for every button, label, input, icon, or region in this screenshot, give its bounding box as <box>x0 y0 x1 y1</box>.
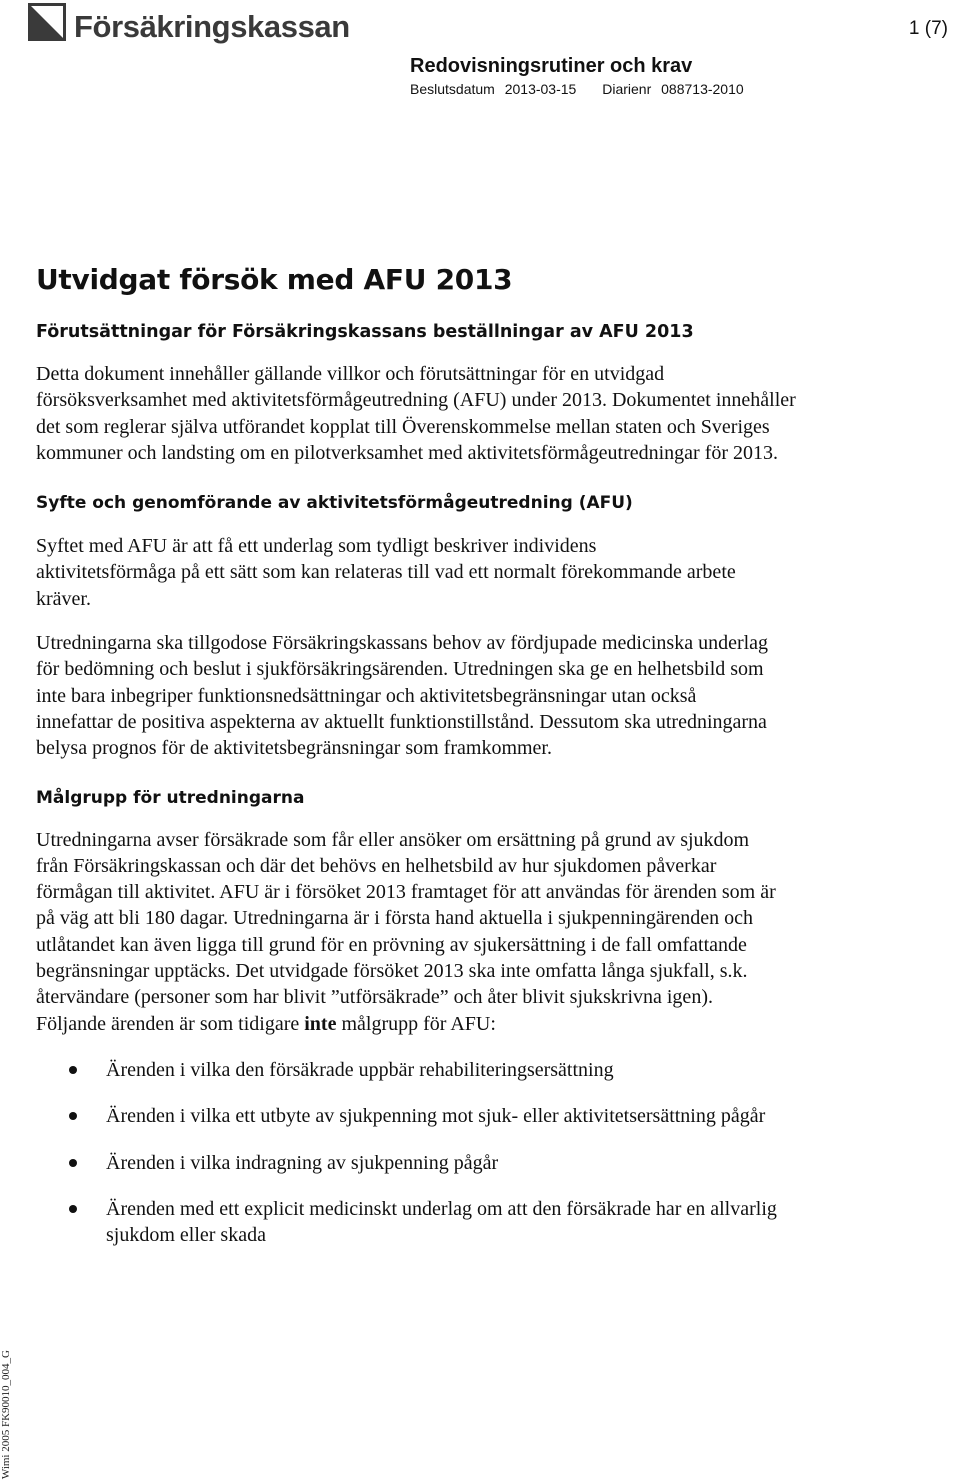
bullet-icon <box>69 1205 77 1213</box>
exclusion-list <box>36 1057 916 1248</box>
list-item-text: Ärenden i vilka ett utbyte av sjukpenning mot sjuk- eller aktivitetsersättning pågår <box>106 1105 766 1128</box>
list-item-text: Ärenden i vilka indragning av sjukpenning pågår <box>106 1151 499 1174</box>
bullet-icon <box>69 1112 77 1120</box>
purpose-paragraph-1: Syftet med AFU är att få ett underlag som tydligt beskriver individens aktivitetsförmåga på ett sätt som kan relateras till vad ett normalt förekommande arbete kräver. <box>36 535 736 610</box>
intro-paragraph: Detta dokument innehåller gällande villkor och förutsättningar för en utvidgad försöksverksamhet med aktivitetsförmågeutredning (AFU) under 2013. Dokumentet innehåller det som reglerar själva utförandet kopplat till Överenskommelse mellan staten och Sveriges kommuner och landsting om en pilotverksamhet med aktivitetsförmågeutredningar för 2013. <box>36 363 796 464</box>
bullet-icon <box>69 1159 77 1167</box>
document-meta-line <box>410 81 750 97</box>
decision-date-label: Beslutsdatum <box>410 81 495 97</box>
page-number: 1 (7) <box>908 18 948 39</box>
list-item-text: Ärenden med ett explicit medicinskt underlag om att den försäkrade har en allvarlig sjukdom eller skada <box>106 1197 777 1247</box>
list-item-text: Ärenden i vilka den försäkrade uppbär rehabiliteringsersättning <box>106 1058 614 1081</box>
purpose-paragraph-2: Utredningarna ska tillgodose Försäkringskassans behov av fördjupade medicinska underlag för bedömning och beslut i sjukförsäkringsärenden. Utredningen ska ge en helhetsbild som inte bara inbegriper funktionsnedsättningar och aktivitetsbegränsningar utan också innefattar de positiva aspekterna av aktuellt funktionstillstånd. Dessutom ska utredningarna belysa prognos för de aktivitetsbegränsningar som framkommer. <box>36 632 769 760</box>
document-meta <box>410 55 750 97</box>
agency-logo <box>28 3 350 44</box>
document-body <box>36 263 916 1268</box>
emphasis-not: inte <box>304 1012 337 1035</box>
page-title: Utvidgat försök med AFU 2013 <box>36 263 513 296</box>
target-group-text-end: målgrupp för AFU: <box>341 1012 496 1035</box>
list-item <box>36 1057 806 1083</box>
bullet-icon <box>69 1066 77 1074</box>
form-code: Wimi 2005 FK90010_004_G <box>0 1349 12 1479</box>
target-group-paragraph <box>36 827 781 1037</box>
list-item <box>36 1196 806 1249</box>
document-type-title: Redovisningsrutiner och krav <box>410 55 693 77</box>
logo-text: Försäkringskassan <box>74 9 350 44</box>
purpose-heading: Syfte och genomförande av aktivitetsförmågeutredning (AFU) <box>36 493 633 514</box>
decision-date: 2013-03-15 <box>504 81 577 97</box>
list-item <box>36 1103 806 1129</box>
list-item <box>36 1150 806 1176</box>
target-group-text: Utredningarna avser försäkrade som får eller ansöker om ersättning på grund av sjukdom från Försäkringskassan och där det behövs en helhetsbild av hur sjukdomen påverkar förmågan till aktivitet. AFU är i försöket 2013 framtaget för att användas för ärenden som är på väg att bli 180 dagar. Utredningarna är i första hand aktuella i sjukpenningärenden och utlåtandet kan även ligga till grund för en prövning av sjukersättning i de fall omfattande begränsningar upptäcks. Det utvidgade försöket 2013 ska inte omfatta långa sjukfall, s.k. återvändare (personer som har blivit ”utförsäkrade” och åter blivit sjukskrivna igen). Följande ärenden är som tidigare <box>36 828 776 1035</box>
logo-mark-icon <box>28 3 66 41</box>
target-group-heading: Målgrupp för utredningarna <box>36 787 305 808</box>
registry-number: 088713-2010 <box>661 81 744 97</box>
page-subtitle: Förutsättningar för Försäkringskassans beställningar av AFU 2013 <box>36 322 694 342</box>
registry-label: Diarienr <box>602 81 652 97</box>
